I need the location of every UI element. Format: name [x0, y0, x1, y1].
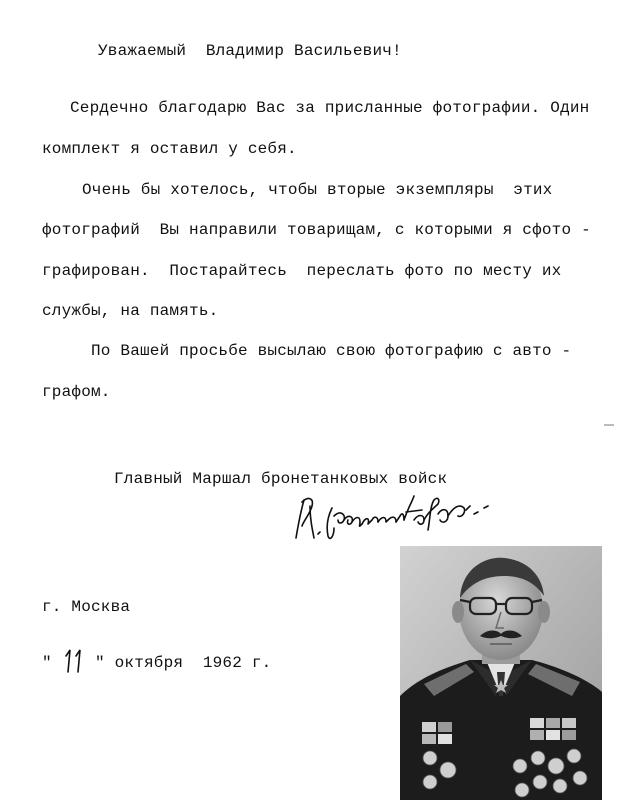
paragraph-line: графирован. Постарайтесь переслать фото по месту их	[42, 262, 562, 280]
date-month-year: " октября 1962 г.	[95, 654, 272, 672]
place: г. Москва	[42, 598, 131, 616]
paragraph-line: По Вашей просьбе высылаю свою фотографию с авто -	[91, 342, 572, 360]
paragraph-line: фотографий Вы направили товарищам, с которыми я сфото -	[42, 221, 591, 239]
paragraph-line: службы, на память.	[42, 302, 219, 320]
paragraph-line: комплект я оставил у себя.	[42, 140, 297, 158]
portrait-photo	[400, 546, 602, 800]
paragraph-line: Очень бы хотелось, чтобы вторые экземпляры этих	[82, 181, 553, 199]
date-open-quote: "	[42, 654, 52, 672]
salutation: Уважаемый Владимир Васильевич!	[98, 42, 402, 60]
paragraph-line: графом.	[42, 383, 111, 401]
handwritten-day	[60, 646, 90, 676]
signatory-title: Главный Маршал бронетанковых войск	[114, 470, 448, 488]
paper-speck	[604, 424, 614, 426]
paragraph-line: Сердечно благодарю Вас за присланные фотографии. Один	[70, 99, 590, 117]
